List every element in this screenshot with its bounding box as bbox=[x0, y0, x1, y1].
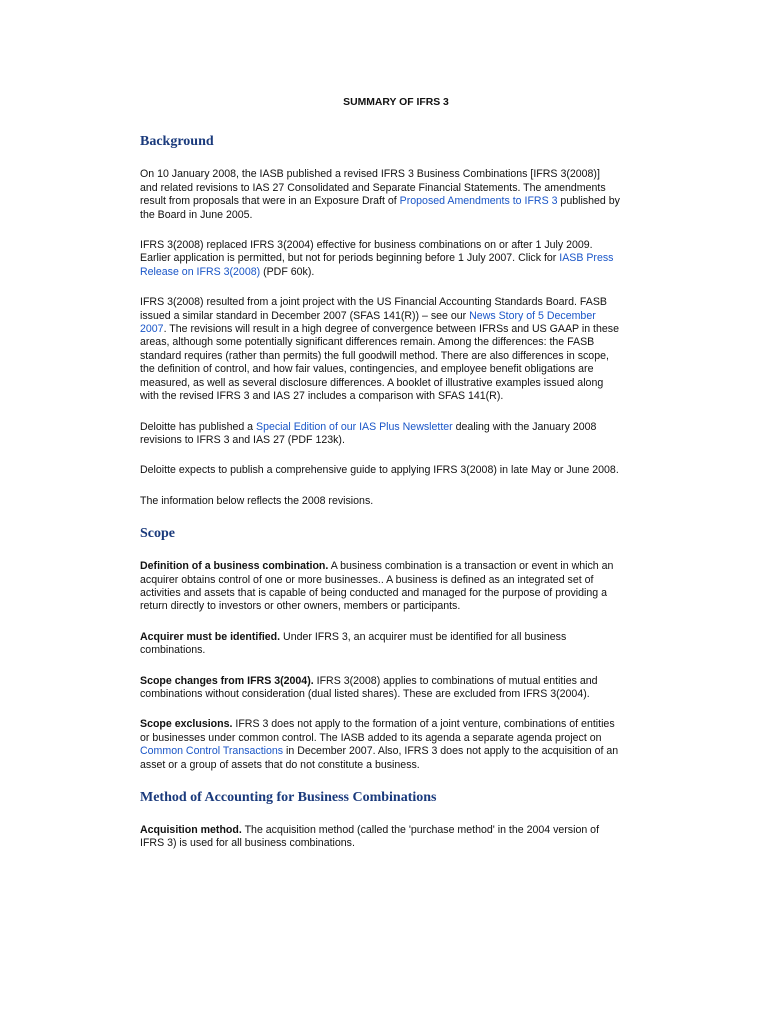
paragraph-acquirer: Acquirer must be identified. Under IFRS 3, an acquirer must be identified for all business combinations. bbox=[140, 630, 567, 657]
link-common-control[interactable]: Common Control Transactions bbox=[140, 745, 284, 758]
paragraph-deloitte-guide: Deloitte expects to publish a comprehensive guide to applying IFRS 3(2008) in late May or June 2008. bbox=[140, 464, 619, 477]
paragraph-intro: On 10 January 2008, the IASB published a revised IFRS 3 Business Combinations [IFRS 3(2008)] and related revisions to IAS 27 Consolidated and Separate Financial Statements. The amendments result from proposals that were in an Exposure Draft of Proposed Amendments to IFRS 3 published by the Board in June 2005. bbox=[140, 168, 620, 221]
paragraph-acquisition-method: Acquisition method. The acquisition method (called the 'purchase method' in the 2004 version of IFRS 3) is used for all business combinations. bbox=[140, 824, 600, 850]
paragraph-revisions-note: The information below reflects the 2008 revisions. bbox=[140, 494, 374, 507]
link-press-release[interactable]: IASB Press Release on IFRS 3(2008) bbox=[140, 252, 614, 278]
link-news-story[interactable]: News Story of 5 December 2007 bbox=[140, 309, 596, 336]
paragraph-fasb: IFRS 3(2008) resulted from a joint project with the US Financial Accounting Standards Board. FASB issued a similar standard in December 2007 (SFAS 141(R)) – see our News Story of 5 December 2007. The revisions will result in a high degree of convergence between IFRSs and US GAAP in these areas, although some potentially significant differences remain. Among the differences: the FASB standard requires (rather than permits) the full goodwill method. There are also differences in scope, the definition of control, and how fair values, contingencies, and employee benefit obligations are measured, as well as several disclosure differences. A booklet of illustrative examples issued along with the revised IFRS 3 and IAS 27 includes a comparison with SFAS 141(R). bbox=[140, 296, 619, 403]
link-special-edition-newsletter[interactable]: Special Edition of our IAS Plus Newsletter bbox=[256, 420, 453, 433]
link-proposed-amendments[interactable]: Proposed Amendments to IFRS 3 bbox=[399, 195, 558, 208]
paragraph-definition: Definition of a business combination. A business combination is a transaction or event in which an acquirer obtains control of one or more businesses.. A business is defined as an integrated set of activities and assets that is capable of being conducted and managed for the purpose of providing a return directly to investors or other owners, members or participants. bbox=[140, 560, 614, 613]
document-title: SUMMARY OF IFRS 3 bbox=[343, 97, 449, 108]
paragraph-scope-exclusions: Scope exclusions. IFRS 3 does not apply to the formation of a joint venture, combinations of entities or businesses under common control. The IASB added to its agenda a separate agenda project on Common Control Transactions in December 2007. Also, IFRS 3 does not apply to the acquisition of an asset or a group of assets that do not constitute a business. bbox=[140, 718, 619, 771]
paragraph-effective-date: IFRS 3(2008) replaced IFRS 3(2004) effective for business combinations on or after 1 July 2009. Earlier application is permitted, but not for periods beginning before 1 July 2007. Click for IASB Press Release on IFRS 3(2008) (PDF 60k). bbox=[140, 239, 614, 278]
heading-background: Background bbox=[140, 134, 214, 150]
document-body bbox=[140, 96, 620, 868]
paragraph-deloitte-newsletter: Deloitte has published a Special Edition of our IAS Plus Newsletter dealing with the January 2008 revisions to IFRS 3 and IAS 27 (PDF 123k). bbox=[140, 420, 597, 446]
paragraph-scope-changes: Scope changes from IFRS 3(2004). IFRS 3(2008) applies to combinations of mutual entities and combinations without consideration (dual listed shares). These are excluded from IFRS 3(2004). bbox=[140, 674, 598, 700]
heading-scope: Scope bbox=[140, 526, 175, 542]
heading-method: Method of Accounting for Business Combinations bbox=[140, 790, 437, 805]
